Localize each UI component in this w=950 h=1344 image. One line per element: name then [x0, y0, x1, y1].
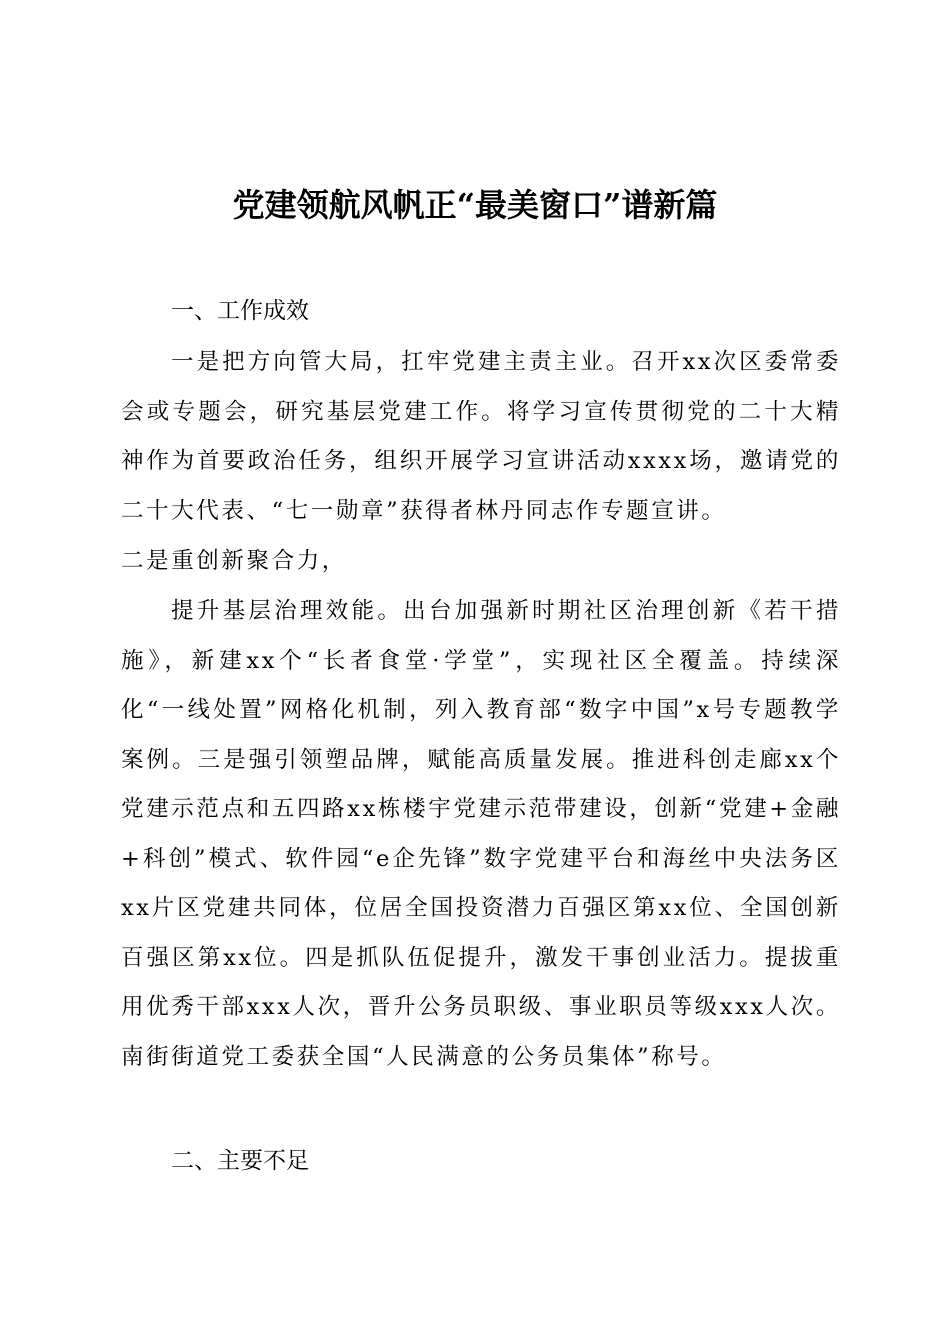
paragraph-achievements-2: 提升基层治理效能。出台加强新时期社区治理创新《若干措施》，新建xx个“长者食堂·学堂”，实现社区全覆盖。持续深化“一线处置”网格化机制，列入教育部“数字中国”x号专题教学案例。三是强引领塑品牌，赋能高质量发展。推进科创走廊xx个党建示范点和五四路xx栋楼宇党建示范带建设，创新“党建+金融+科创”模式、软件园“e企先锋”数字党建平台和海丝中央法务区xx片区党建共同体，位居全国投资潜力百强区第xx位、全国创新百强区第xx位。四是抓队伍促提升，激发干事创业活力。提拔重用优秀干部xxx人次，晋升公务员职级、事业职员等级xxx人次。南街街道党工委获全国“人民满意的公务员集体”称号。	[121, 598, 841, 1070]
document-title: 党建领航风帆正“最美窗口”谱新篇	[232, 186, 718, 224]
paragraph-achievements-1: 一是把方向管大局，扛牢党建主责主业。召开xx次区委常委会或专题会，研究基层党建工作。将学习宣传贯彻党的二十大精神作为首要政治任务，组织开展学习宣讲活动xxxx场，邀请党的二十大代表、“七一勋章”获得者林丹同志作专题宣讲。	[121, 349, 841, 524]
section-heading-shortcomings: 二、主要不足	[171, 1148, 309, 1174]
paragraph-achievements-1-tail: 二是重创新聚合力，	[121, 548, 347, 574]
section-heading-achievements: 一、工作成效	[171, 298, 309, 324]
